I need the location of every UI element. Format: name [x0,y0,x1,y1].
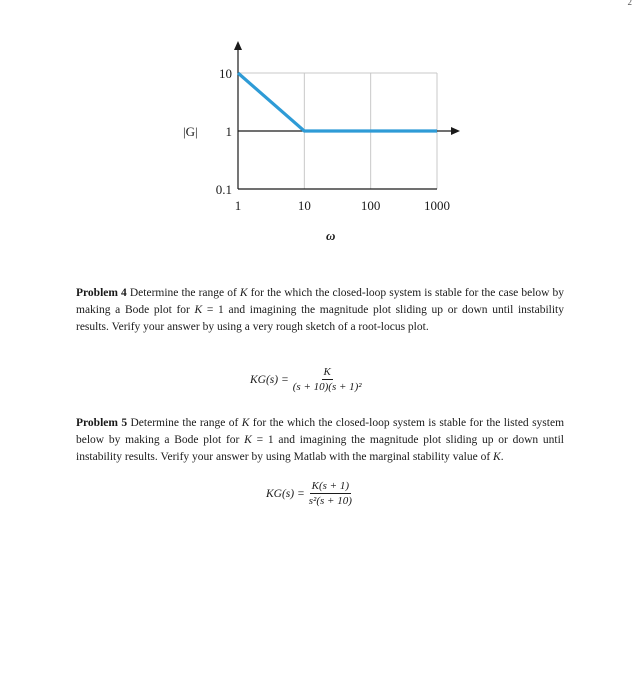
problem-4-equation [250,366,362,393]
plot-axes [234,41,460,189]
problem-5-eq-fraction [309,480,352,507]
plot-series [238,73,437,131]
y-axis-label: |G| [183,124,198,139]
problem-5-text-b: for the which the closed-loop system is stable for the listed system below by making a Bode plot for [76,417,565,446]
x-axis-label: ω [326,228,336,243]
problem-5-eq-denominator: s²(s + 10) [308,495,352,507]
unity-axis-arrow [451,127,460,135]
problem-4-label: Problem 4 [76,287,127,299]
problem-4-eq-fraction [293,366,362,393]
problem-4-eq-denominator: (s + 10)(s + 1)² [292,381,362,393]
bode-magnitude-plot [0,0,640,250]
plot-ticks [216,66,450,213]
x-tick-label: 10 [297,198,311,213]
problem-4-text-a: Determine the range of [129,287,240,299]
y-tick-label: 1 [225,124,232,139]
problem-5-eq-lhs: KG(s) = [266,487,305,500]
y-tick-label: 0.1 [215,182,232,197]
problem-5-label: Problem 5 [76,417,128,429]
problem-4-eq-numerator: K [323,366,331,378]
problem-5-k3: K [493,451,501,463]
problem-4-text-c: = 1 and imagining the magnitude plot sliding up or down until instability results. Verify your answer by using a very rough sketch of a root-locus plot. [76,304,564,333]
page-number: 2 [627,0,632,7]
x-tick-label: 1000 [424,198,450,213]
problem-4-k2: K [194,304,203,316]
problem-4-text [76,285,564,336]
x-tick-label: 100 [360,198,381,213]
problem-5-equation [266,480,352,507]
magnitude-series-line [238,73,437,131]
y-tick-label: 10 [219,66,232,81]
problem-5-text [76,415,564,466]
x-tick-label: 1 [234,198,242,213]
problem-5-k2: K [244,434,252,446]
problem-5-text-a: Determine the range of [130,417,242,429]
problem-4-text-b: for the which the closed-loop system is stable for the case below by making a Bode plot for [76,287,565,316]
problem-5-text-d: . [500,451,504,463]
y-axis-arrow [234,41,242,50]
problem-4-eq-lhs: KG(s) = [250,373,289,386]
problem-4-k1: K [239,287,248,299]
problem-5-k1: K [241,417,250,429]
problem-5-text-c: = 1 and imagining the magnitude plot sliding up or down until instability results. Verify your answer by using Matlab with the marginal stability value of [76,434,564,463]
problem-5-eq-numerator: K(s + 1) [311,480,349,492]
